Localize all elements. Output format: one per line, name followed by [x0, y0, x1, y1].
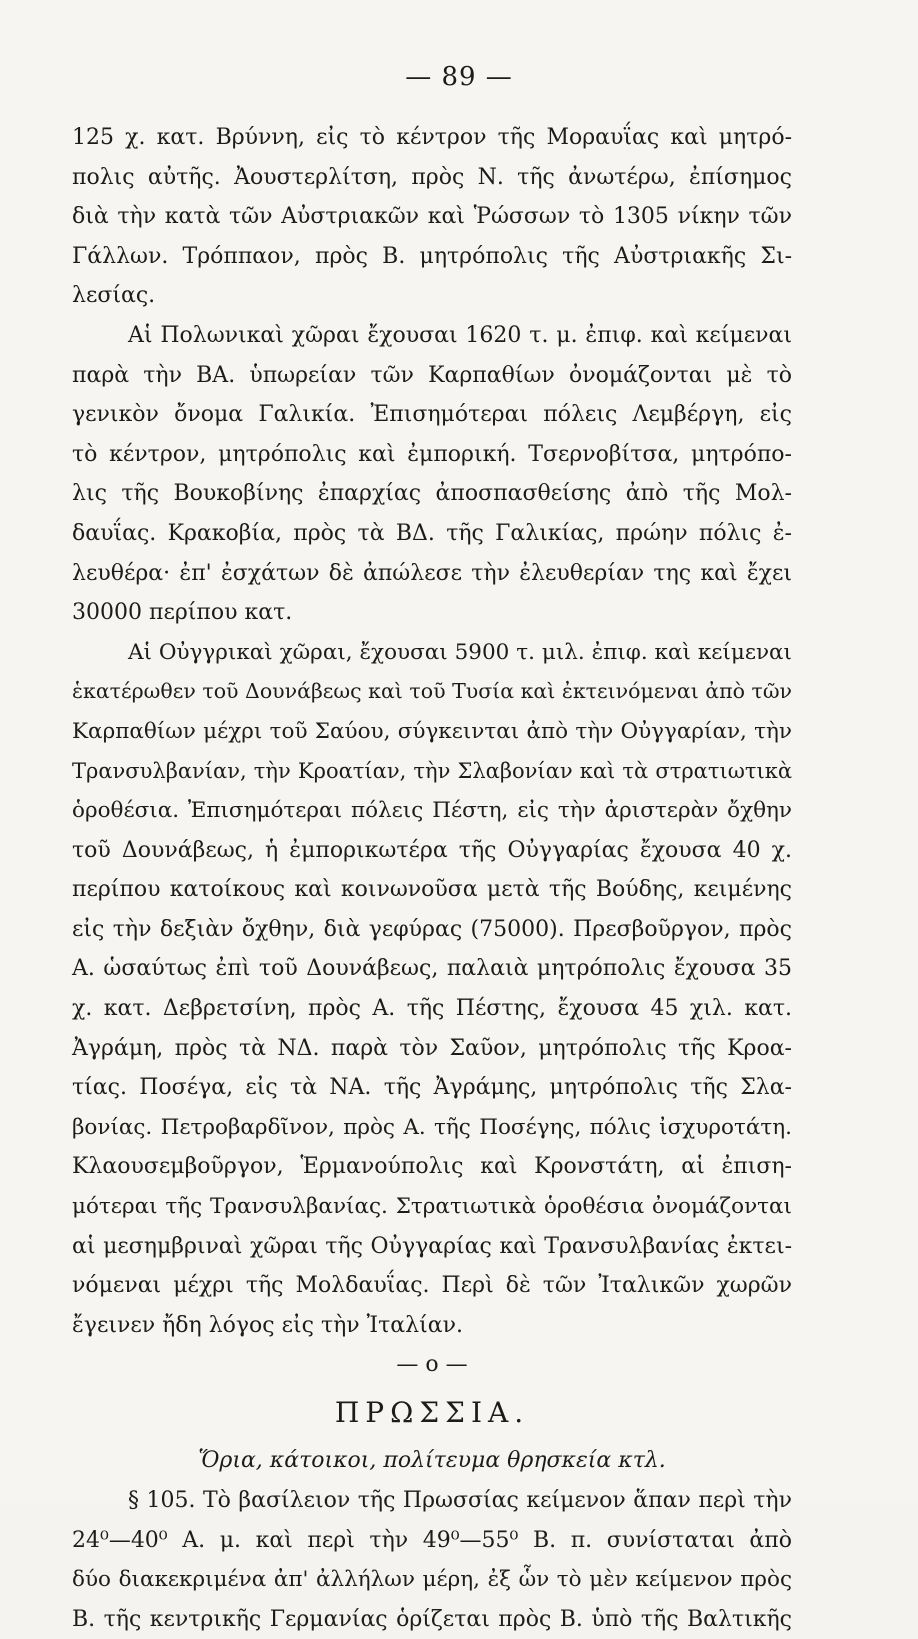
text-line: Αἱ Πολωνικαὶ χῶραι ἔχουσαι 1620 τ. μ. ἐπιφ. καὶ κείμεναι: [128, 322, 792, 348]
text-line: νόμεναι μέχρι τῆς Μολδαυΐας. Περὶ δὲ τῶν Ἰταλικῶν χωρῶν: [72, 1273, 792, 1299]
text-block: [72, 118, 792, 1639]
text-line: Καρπαθίων μέχρι τοῦ Σαύου, σύγκεινται ἀπὸ τὴν Οὐγγαρίαν, τὴν: [72, 718, 792, 744]
text-line: ἑκατέρωθεν τοῦ Δουνάβεως καὶ τοῦ Τυσία καὶ ἐκτεινόμεναι ἀπὸ τῶν: [72, 679, 792, 704]
paragraph: [72, 316, 792, 633]
text-line: μότεραι τῆς Τρανσυλβανίας. Στρατιωτικὰ ὁροθέσια ὀνομάζονται: [72, 1194, 792, 1220]
text-line: λευθέρα· ἐπ' ἐσχάτων δὲ ἀπώλεσε τὴν ἐλευθερίαν της καὶ ἔχει: [72, 560, 792, 586]
text-line: Κλαουσεμβοῦργον, Ἑρμανούπολις καὶ Κρονστάτη, αἱ ἐπιση-: [72, 1154, 792, 1180]
text-line: δαυΐας. Κρακοβία, πρὸς τὰ ΒΔ. τῆς Γαλικίας, πρώην πόλις ἐ-: [72, 520, 792, 546]
text-line: αἱ μεσημβριναὶ χῶραι τῆς Οὐγγαρίας καὶ Τρανσυλβανίας ἐκτει-: [72, 1233, 792, 1259]
text-line: χ. κατ. Δεβρετσίνη, πρὸς Α. τῆς Πέστης, ἔχουσα 45 χιλ. κατ.: [72, 996, 792, 1022]
text-line: Α. ὡσαύτως ἐπὶ τοῦ Δουνάβεως, παλαιὰ μητρόπολις ἔχουσα 35: [72, 956, 792, 982]
paragraph: [72, 633, 792, 1346]
text-line: τίας. Ποσέγα, εἰς τὰ ΝΑ. τῆς Ἀγράμης, μητρόπολις τῆς Σλα-: [72, 1075, 792, 1101]
text-line: Αἱ Οὐγγρικαὶ χῶραι, ἔχουσαι 5900 τ. μιλ. ἐπιφ. καὶ κείμεναι: [128, 639, 792, 665]
section-title: ΠΡΩΣΣΙΑ.: [334, 1396, 530, 1429]
text-line: βονίας. Πετροβαρδῖνον, πρὸς Α. τῆς Ποσέγης, πόλις ἰσχυροτάτη.: [72, 1114, 792, 1140]
text-line: Ἀγράμη, πρὸς τὰ ΝΔ. παρὰ τὸν Σαῦον, μητρόπολις τῆς Κροα-: [72, 1035, 792, 1061]
text-line: τοῦ Δουνάβεως, ἡ ἐμπορικωτέρα τῆς Οὐγγαρίας ἔχουσα 40 χ.: [72, 837, 792, 863]
text-line: παρὰ τὴν ΒΑ. ὑπωρείαν τῶν Καρπαθίων ὀνομάζονται μὲ τὸ: [72, 362, 792, 388]
text-line: ὁροθέσια. Ἐπισημότεραι πόλεις Πέστη, εἰς τὴν ἀριστερὰν ὄχθην: [72, 798, 792, 824]
text-line: περίπου κατοίκους καὶ κοινωνοῦσα μετὰ τῆς Βούδης, κειμένης: [72, 877, 792, 903]
text-line: Τρανσυλβανίαν, τὴν Κροατίαν, τὴν Σλαβονίαν καὶ τὰ στρατιωτικὰ: [72, 758, 792, 783]
text-line: § 105. Τὸ βασίλειον τῆς Πρωσσίας κείμενον ἅπαν περὶ τὴν: [128, 1488, 792, 1513]
text-line: πολις αὐτῆς. Ἀουστερλίτση, πρὸς Ν. τῆς ἀνωτέρω, ἐπίσημος: [72, 164, 792, 190]
text-line: διὰ τὴν κατὰ τῶν Αὐστριακῶν καὶ Ῥώσσων τὸ 1305 νίκην τῶν: [72, 204, 792, 230]
text-line: Γάλλων. Τρόππαον, πρὸς Β. μητρόπολις τῆς Αὐστριακῆς Σι-: [72, 243, 792, 269]
section-divider: — o —: [396, 1352, 468, 1378]
text-line: 24⁰—40⁰ Α. μ. καὶ περὶ τὴν 49⁰—55⁰ Β. π. συνίσταται ἀπὸ: [72, 1527, 792, 1553]
page-number: — 89 —: [405, 62, 513, 92]
text-line: δύο διακεκριμένα ἀπ' ἀλλήλων μέρη, ἐξ ὧν τὸ μὲν κείμενον πρὸς: [72, 1567, 792, 1593]
text-line: ἔγεινεν ἤδη λόγος εἰς τὴν Ἰταλίαν.: [72, 1312, 463, 1338]
text-line: τὸ κέντρον, μητρόπολις καὶ ἐμπορική. Τσερνοβίτσα, μητρόπο-: [72, 441, 792, 467]
paragraph: [72, 1481, 792, 1639]
text-line: 30000 περίπου κατ.: [72, 600, 293, 626]
text-line: Β. τῆς κεντρικῆς Γερμανίας ὁρίζεται πρὸς Β. ὑπὸ τῆς Βαλτικῆς: [72, 1606, 792, 1632]
text-line: εἰς τὴν δεξιὰν ὄχθην, διὰ γεφύρας (75000). Πρεσβοῦργον, πρὸς: [72, 916, 792, 942]
text-line: λις τῆς Βουκοβίνης ἐπαρχίας ἀποσπασθείσης ἀπὸ τῆς Μολ-: [72, 481, 792, 507]
text-line: 125 χ. κατ. Βρύννη, εἰς τὸ κέντρον τῆς Μοραυΐας καὶ μητρό-: [72, 125, 792, 150]
text-line: γενικὸν ὄνομα Γαλικία. Ἐπισημότεραι πόλεις Λεμβέργη, εἰς: [72, 402, 792, 428]
section-subtitle: Ὅρια, κάτοικοι, πολίτευμα θρησκεία κτλ.: [198, 1448, 666, 1473]
text-line: λεσίας.: [72, 283, 156, 309]
paragraph: [72, 118, 792, 316]
